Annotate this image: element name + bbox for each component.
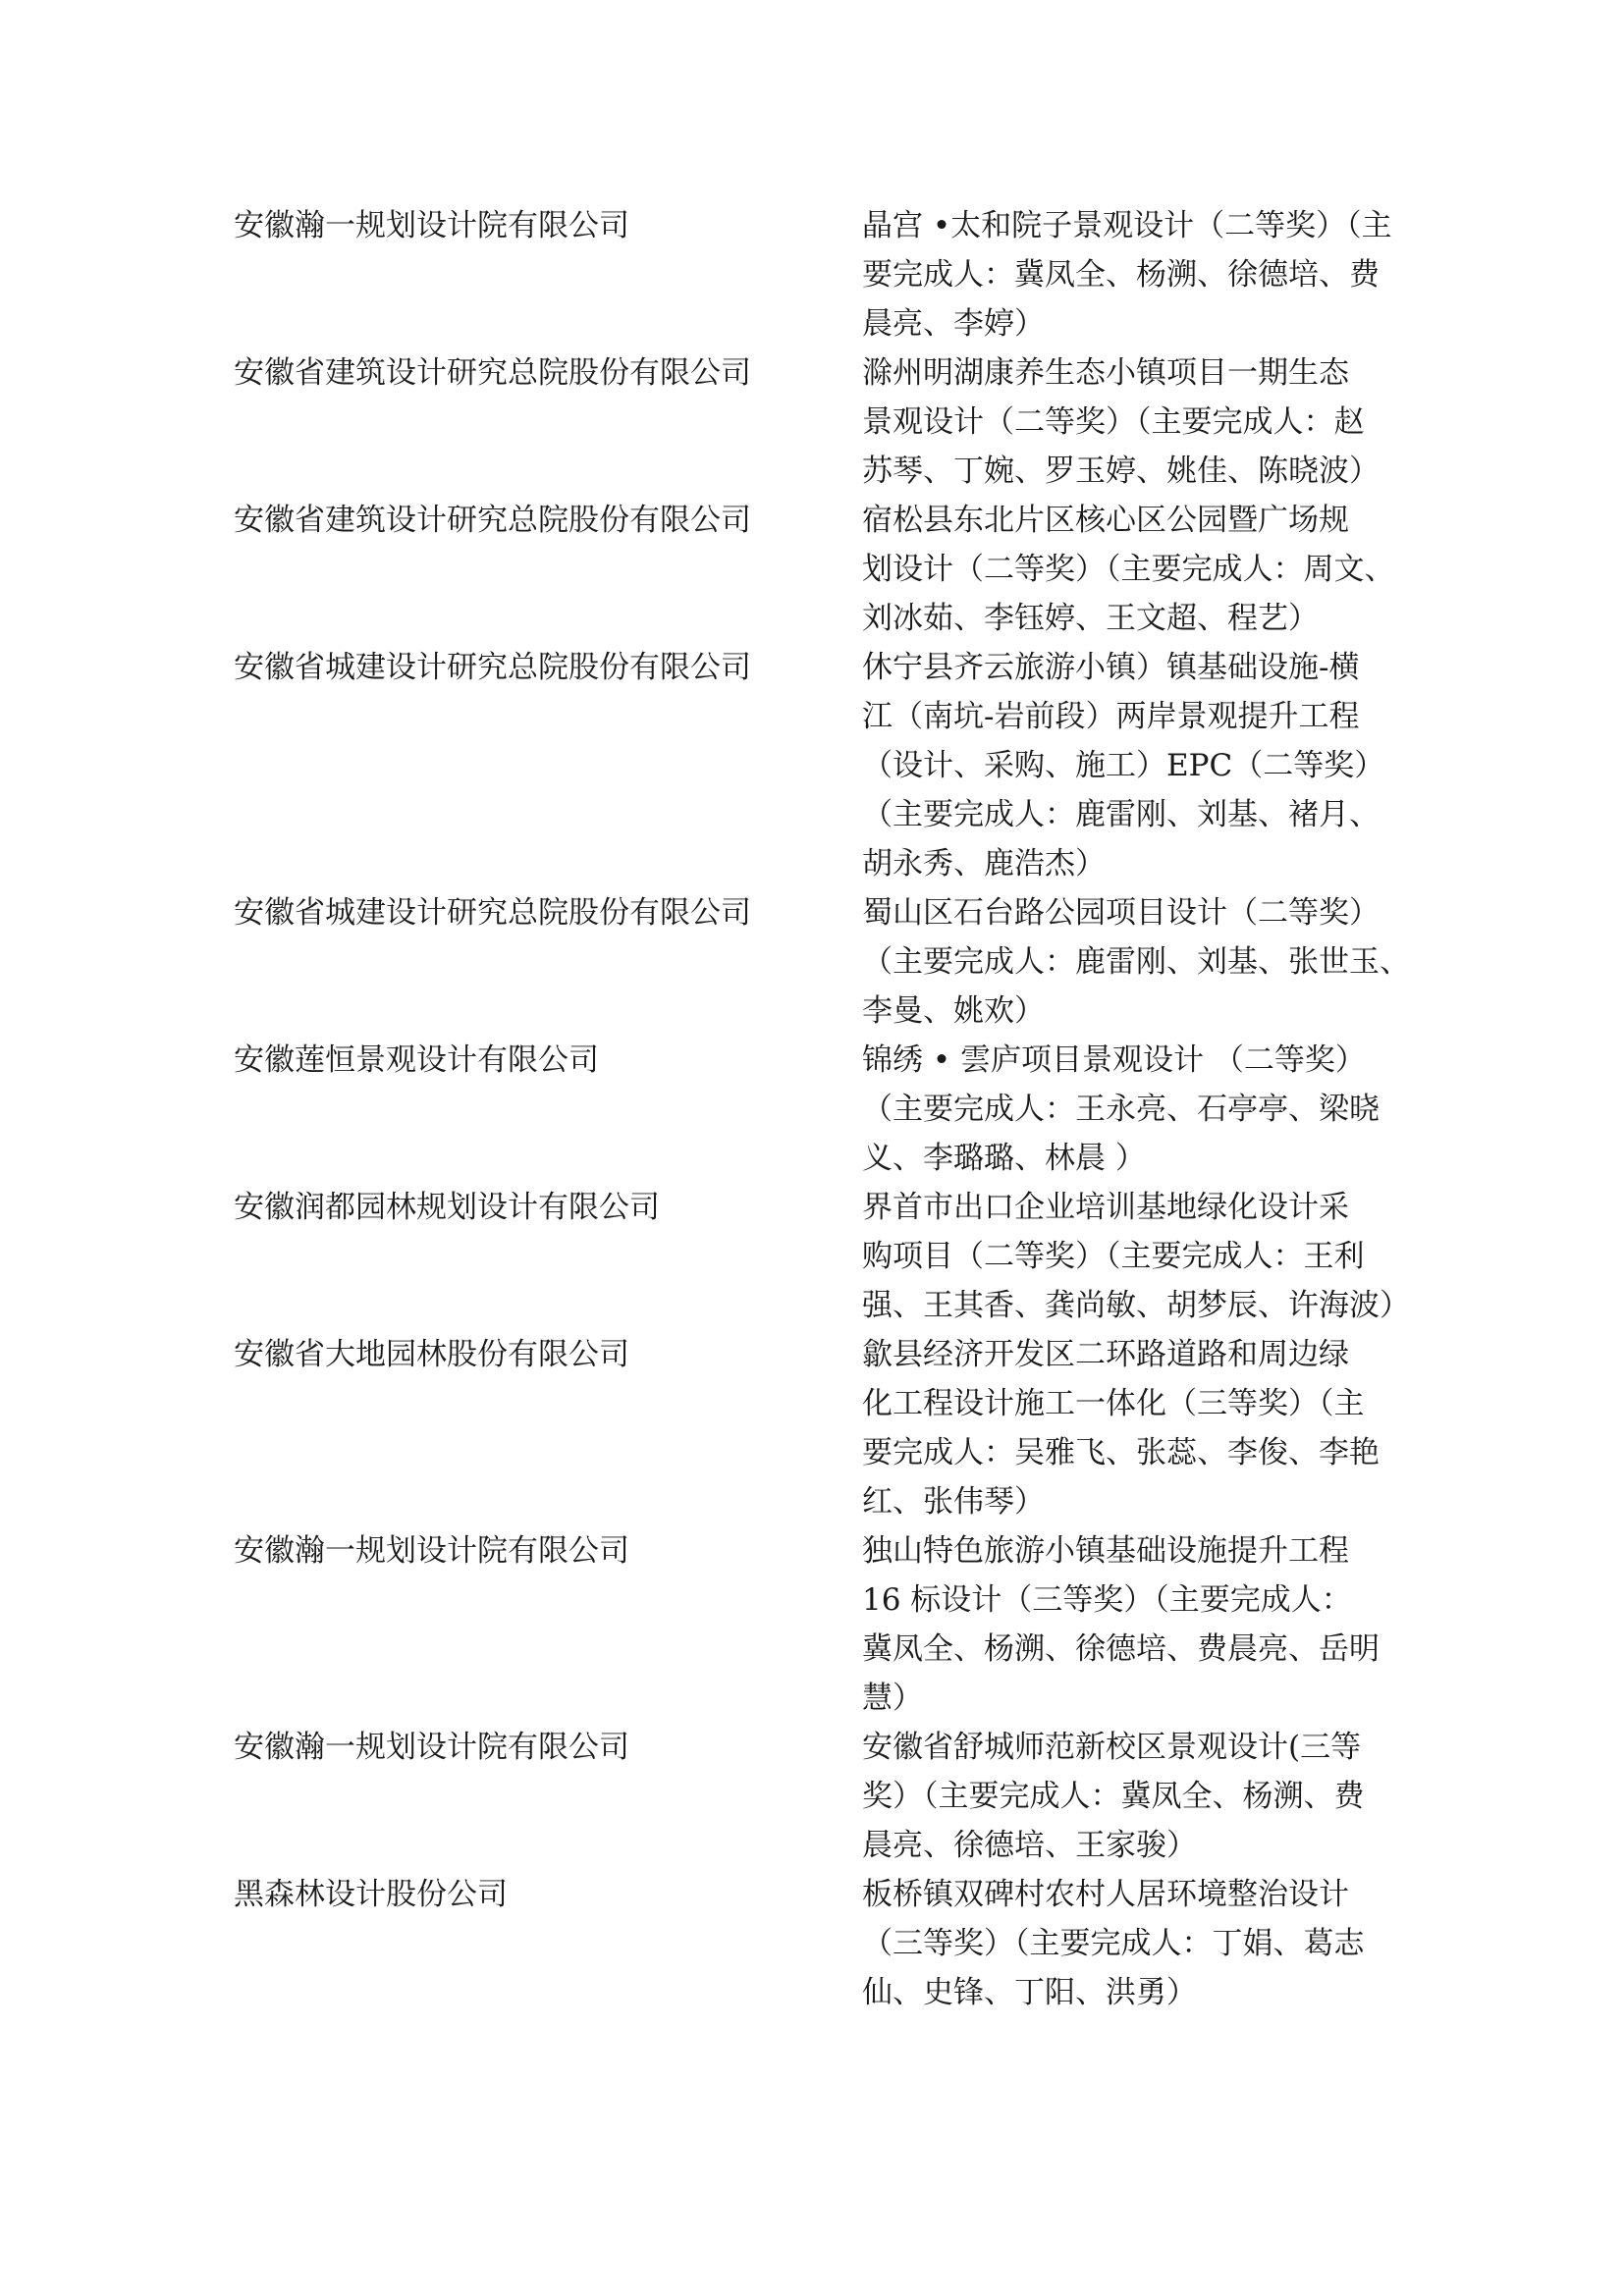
company-name: 安徽省城建设计研究总院股份有限公司	[234, 895, 751, 931]
project-description	[862, 348, 1412, 496]
project-description-line: 江（南坑-岩前段）两岸景观提升工程	[862, 699, 1360, 734]
project-description	[862, 496, 1412, 643]
company-name: 安徽省建筑设计研究总院股份有限公司	[234, 355, 751, 391]
project-description	[862, 888, 1412, 1036]
project-description-line: 化工程设计施工一体化（三等奖）（主	[862, 1386, 1365, 1421]
project-description-line: 义、李璐璐、林晨 ）	[862, 1141, 1146, 1176]
project-description-line: （主要完成人：王永亮、石亭亭、梁晓	[862, 1092, 1380, 1127]
award-entry-row	[234, 496, 1412, 643]
project-description-line: 慧）	[862, 1681, 923, 1716]
project-description	[862, 1723, 1412, 1870]
company-name: 安徽瀚一规划设计院有限公司	[234, 1730, 629, 1765]
project-description-line: 宿松县东北片区核心区公园暨广场规	[862, 503, 1349, 538]
project-description-line: 李曼、姚欢）	[862, 993, 1045, 1029]
company-name: 安徽省城建设计研究总院股份有限公司	[234, 650, 751, 685]
project-description-line: 奖）（主要完成人：冀凤全、杨溯、费	[862, 1779, 1365, 1814]
project-description-line: 景观设计（二等奖）（主要完成人：赵	[862, 404, 1365, 440]
project-description-line: 锦绣 • 雲庐项目景观设计 （二等奖）	[862, 1042, 1366, 1078]
company-name: 安徽瀚一规划设计院有限公司	[234, 1533, 629, 1569]
award-entry-row	[234, 1526, 1412, 1723]
award-entry-row	[234, 643, 1412, 888]
project-description	[862, 1183, 1412, 1330]
project-description-line: 独山特色旅游小镇基础设施提升工程	[862, 1533, 1349, 1569]
award-entry-row	[234, 201, 1412, 348]
company-name: 安徽省大地园林股份有限公司	[234, 1337, 629, 1372]
project-description-line: 休宁县齐云旅游小镇）镇基础设施-横	[862, 650, 1360, 685]
project-description-line: 红、张伟琴）	[862, 1484, 1045, 1520]
project-description	[862, 1870, 1412, 2017]
project-description-line: 强、王其香、龚尚敏、胡梦辰、许海波）	[862, 1288, 1410, 1323]
project-description-line: 晶宫 •太和院子景观设计（二等奖）（主	[862, 208, 1392, 243]
project-description-line: 仙、史锋、丁阳、洪勇）	[862, 1975, 1197, 2010]
award-list	[234, 201, 1412, 2017]
project-description-line: 安徽省舒城师范新校区景观设计(三等	[862, 1730, 1362, 1765]
project-description-line: 晨亮、徐德培、王家骏）	[862, 1828, 1197, 1863]
project-description	[862, 1526, 1412, 1723]
project-description-line: （主要完成人：鹿雷刚、刘基、褚月、	[862, 797, 1380, 832]
company-name: 安徽莲恒景观设计有限公司	[234, 1042, 599, 1078]
project-description-line: 界首市出口企业培训基地绿化设计采	[862, 1190, 1349, 1225]
project-description-line: 胡永秀、鹿浩杰）	[862, 846, 1106, 881]
project-description-line: 购项目（二等奖）（主要完成人：王利	[862, 1239, 1365, 1274]
company-name: 黑森林设计股份公司	[234, 1877, 508, 1912]
award-entry-row	[234, 348, 1412, 496]
project-description-line: 划设计（二等奖）（主要完成人：周文、	[862, 552, 1395, 587]
project-description-line: 要完成人：冀凤全、杨溯、徐德培、费	[862, 257, 1380, 293]
project-description-line: 晨亮、李婷）	[862, 306, 1045, 342]
award-entry-row	[234, 1183, 1412, 1330]
project-description	[862, 201, 1412, 348]
project-description-line: 16 标设计（三等奖）（主要完成人：	[862, 1582, 1352, 1618]
award-entry-row	[234, 888, 1412, 1036]
award-entry-row	[234, 1036, 1412, 1183]
project-description-line: 蜀山区石台路公园项目设计（二等奖）	[862, 895, 1380, 931]
award-entry-row	[234, 1330, 1412, 1526]
company-name: 安徽瀚一规划设计院有限公司	[234, 208, 629, 243]
project-description-line: （主要完成人：鹿雷刚、刘基、张世玉、	[862, 944, 1410, 980]
company-name: 安徽省建筑设计研究总院股份有限公司	[234, 503, 751, 538]
project-description-line: （三等奖）（主要完成人：丁娟、葛志	[862, 1926, 1365, 1961]
project-description-line: 滁州明湖康养生态小镇项目一期生态	[862, 355, 1349, 391]
project-description-line: 板桥镇双碑村农村人居环境整治设计	[862, 1877, 1349, 1912]
project-description	[862, 1036, 1412, 1183]
company-name: 安徽润都园林规划设计有限公司	[234, 1190, 660, 1225]
project-description-line: 歙县经济开发区二环路道路和周边绿	[862, 1337, 1349, 1372]
project-description-line: 刘冰茹、李钰婷、王文超、程艺）	[862, 601, 1319, 636]
project-description	[862, 643, 1412, 888]
project-description	[862, 1330, 1412, 1526]
project-description-line: （设计、采购、施工）EPC（二等奖）	[862, 748, 1385, 783]
project-description-line: 冀凤全、杨溯、徐德培、费晨亮、岳明	[862, 1631, 1380, 1667]
project-description-line: 苏琴、丁婉、罗玉婷、姚佳、陈晓波）	[862, 454, 1380, 489]
award-entry-row	[234, 1723, 1412, 1870]
award-entry-row	[234, 1870, 1412, 2017]
project-description-line: 要完成人：吴雅飞、张蕊、李俊、李艳	[862, 1435, 1380, 1470]
